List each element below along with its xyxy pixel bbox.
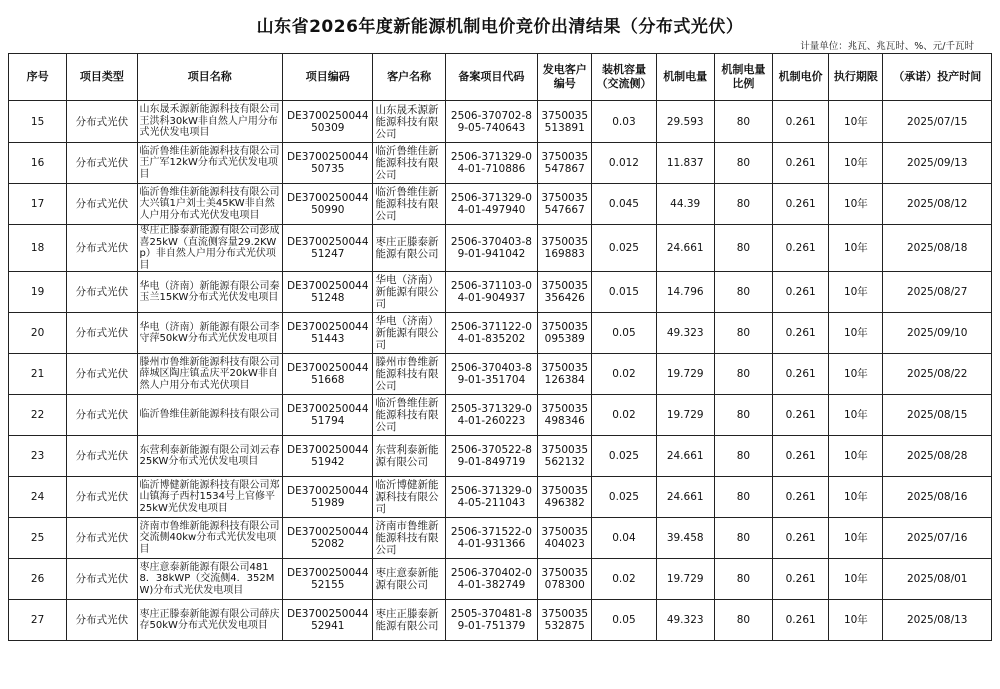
cell-ratio: 80 bbox=[714, 354, 772, 395]
cell-no: 24 bbox=[9, 477, 67, 518]
cell-customer-no: 3750035356426 bbox=[538, 272, 592, 313]
cell-ratio: 80 bbox=[714, 225, 772, 272]
cell-mech-energy: 11.837 bbox=[656, 143, 714, 184]
header-name: 项目名称 bbox=[137, 54, 283, 101]
cell-price: 0.261 bbox=[773, 395, 829, 436]
cell-project-name: 枣庄意泰新能源有限公司4818．38kWP（交流侧4．352MW)分布式光伏发电项目 bbox=[137, 559, 283, 600]
cell-record-code: 2505-371329-04-01-260223 bbox=[445, 395, 537, 436]
cell-no: 23 bbox=[9, 436, 67, 477]
cell-customer-no: 3750035078300 bbox=[538, 559, 592, 600]
cell-type: 分布式光伏 bbox=[67, 272, 137, 313]
cell-no: 22 bbox=[9, 395, 67, 436]
cell-capacity: 0.02 bbox=[592, 395, 656, 436]
cell-price: 0.261 bbox=[773, 518, 829, 559]
cell-date: 2025/08/18 bbox=[883, 225, 992, 272]
cell-record-code: 2506-371329-04-01-497940 bbox=[445, 184, 537, 225]
cell-record-code: 2505-370481-89-01-751379 bbox=[445, 600, 537, 641]
table-header-row bbox=[9, 54, 992, 101]
cell-price: 0.261 bbox=[773, 272, 829, 313]
cell-record-code: 2506-371103-04-01-904937 bbox=[445, 272, 537, 313]
cell-customer: 华电（济南）新能源有限公司 bbox=[373, 313, 445, 354]
cell-customer-no: 3750035095389 bbox=[538, 313, 592, 354]
cell-project-name: 滕州市鲁维新能源科技有限公司薛城区陶庄镇孟庆平20kW非自然人户用分布式光伏项目 bbox=[137, 354, 283, 395]
cell-type: 分布式光伏 bbox=[67, 313, 137, 354]
unit-note: 计量单位：兆瓦、兆瓦时、%、元/千瓦时 bbox=[800, 41, 974, 52]
cell-customer-no: 3750035532875 bbox=[538, 600, 592, 641]
cell-date: 2025/08/15 bbox=[883, 395, 992, 436]
cell-price: 0.261 bbox=[773, 436, 829, 477]
cell-no: 19 bbox=[9, 272, 67, 313]
cell-term: 10年 bbox=[829, 436, 883, 477]
cell-mech-energy: 19.729 bbox=[656, 559, 714, 600]
cell-no: 16 bbox=[9, 143, 67, 184]
cell-capacity: 0.03 bbox=[592, 101, 656, 143]
cell-project-name: 东营利泰新能源有限公司刘云春25KW分布式光伏发电项目 bbox=[137, 436, 283, 477]
cell-type: 分布式光伏 bbox=[67, 101, 137, 143]
cell-type: 分布式光伏 bbox=[67, 600, 137, 641]
table-row bbox=[9, 436, 992, 477]
table-row bbox=[9, 272, 992, 313]
cell-customer-no: 3750035562132 bbox=[538, 436, 592, 477]
header-customer-no: 发电客户编号 bbox=[538, 54, 592, 101]
cell-type: 分布式光伏 bbox=[67, 436, 137, 477]
cell-price: 0.261 bbox=[773, 477, 829, 518]
cell-mech-energy: 49.323 bbox=[656, 313, 714, 354]
cell-customer: 东营利泰新能源有限公司 bbox=[373, 436, 445, 477]
cell-customer-no: 3750035547867 bbox=[538, 143, 592, 184]
cell-customer-no: 3750035126384 bbox=[538, 354, 592, 395]
cell-price: 0.261 bbox=[773, 600, 829, 641]
header-ratio: 机制电量比例 bbox=[714, 54, 772, 101]
cell-mech-energy: 24.661 bbox=[656, 477, 714, 518]
cell-ratio: 80 bbox=[714, 559, 772, 600]
cell-ratio: 80 bbox=[714, 477, 772, 518]
cell-record-code: 2506-370403-89-01-351704 bbox=[445, 354, 537, 395]
cell-ratio: 80 bbox=[714, 184, 772, 225]
cell-date: 2025/09/13 bbox=[883, 143, 992, 184]
cell-project-code: DE370025004451443 bbox=[283, 313, 373, 354]
cell-project-code: DE370025004452082 bbox=[283, 518, 373, 559]
cell-term: 10年 bbox=[829, 518, 883, 559]
cell-customer: 枣庄正滕泰新能源有限公司 bbox=[373, 225, 445, 272]
cell-project-code: DE370025004452155 bbox=[283, 559, 373, 600]
cell-date: 2025/08/16 bbox=[883, 477, 992, 518]
cell-date: 2025/07/16 bbox=[883, 518, 992, 559]
cell-type: 分布式光伏 bbox=[67, 518, 137, 559]
cell-type: 分布式光伏 bbox=[67, 184, 137, 225]
cell-date: 2025/08/01 bbox=[883, 559, 992, 600]
cell-capacity: 0.012 bbox=[592, 143, 656, 184]
cell-no: 26 bbox=[9, 559, 67, 600]
cell-price: 0.261 bbox=[773, 143, 829, 184]
cell-price: 0.261 bbox=[773, 184, 829, 225]
cell-term: 10年 bbox=[829, 600, 883, 641]
cell-capacity: 0.05 bbox=[592, 313, 656, 354]
cell-term: 10年 bbox=[829, 225, 883, 272]
cell-type: 分布式光伏 bbox=[67, 395, 137, 436]
header-date: （承诺）投产时间 bbox=[883, 54, 992, 101]
cell-price: 0.261 bbox=[773, 354, 829, 395]
cell-customer-no: 3750035513891 bbox=[538, 101, 592, 143]
cell-project-name: 山东晟禾源新能源科技有限公司王洪科30kW非自然人户用分布式光伏发电项目 bbox=[137, 101, 283, 143]
table-row bbox=[9, 354, 992, 395]
cell-project-code: DE370025004451668 bbox=[283, 354, 373, 395]
cell-price: 0.261 bbox=[773, 313, 829, 354]
cell-term: 10年 bbox=[829, 559, 883, 600]
cell-capacity: 0.02 bbox=[592, 354, 656, 395]
header-price: 机制电价 bbox=[773, 54, 829, 101]
cell-project-name: 华电（济南）新能源有限公司秦玉兰15KW分布式光伏发电项目 bbox=[137, 272, 283, 313]
cell-term: 10年 bbox=[829, 313, 883, 354]
cell-date: 2025/08/13 bbox=[883, 600, 992, 641]
cell-project-code: DE370025004451794 bbox=[283, 395, 373, 436]
cell-no: 25 bbox=[9, 518, 67, 559]
cell-project-code: DE370025004451248 bbox=[283, 272, 373, 313]
table-row bbox=[9, 518, 992, 559]
document-title: 山东省2026年度新能源机制电价竞价出清结果（分布式光伏） bbox=[256, 17, 744, 37]
cell-price: 0.261 bbox=[773, 559, 829, 600]
cell-record-code: 2506-371122-04-01-835202 bbox=[445, 313, 537, 354]
cell-type: 分布式光伏 bbox=[67, 225, 137, 272]
cell-term: 10年 bbox=[829, 354, 883, 395]
cell-customer: 枣庄正滕泰新能源有限公司 bbox=[373, 600, 445, 641]
cell-date: 2025/08/28 bbox=[883, 436, 992, 477]
cell-ratio: 80 bbox=[714, 436, 772, 477]
cell-no: 18 bbox=[9, 225, 67, 272]
cell-customer: 济南市鲁维新能源科技有限公司 bbox=[373, 518, 445, 559]
cell-project-code: DE370025004451247 bbox=[283, 225, 373, 272]
cell-no: 27 bbox=[9, 600, 67, 641]
cell-no: 21 bbox=[9, 354, 67, 395]
cell-term: 10年 bbox=[829, 143, 883, 184]
cell-project-code: DE370025004452941 bbox=[283, 600, 373, 641]
table-row bbox=[9, 143, 992, 184]
cell-project-code: DE370025004450735 bbox=[283, 143, 373, 184]
table-row bbox=[9, 225, 992, 272]
cell-date: 2025/08/12 bbox=[883, 184, 992, 225]
cell-date: 2025/08/27 bbox=[883, 272, 992, 313]
cell-project-code: DE370025004450309 bbox=[283, 101, 373, 143]
cell-term: 10年 bbox=[829, 272, 883, 313]
table-row bbox=[9, 600, 992, 641]
table-row bbox=[9, 101, 992, 143]
cell-term: 10年 bbox=[829, 395, 883, 436]
cell-mech-energy: 24.661 bbox=[656, 225, 714, 272]
cell-ratio: 80 bbox=[714, 101, 772, 143]
cell-customer-no: 3750035547667 bbox=[538, 184, 592, 225]
cell-capacity: 0.025 bbox=[592, 477, 656, 518]
cell-project-name: 枣庄正滕泰新能源有限公司薛庆存50kW分布式光伏发电项目 bbox=[137, 600, 283, 641]
cell-ratio: 80 bbox=[714, 600, 772, 641]
cell-project-name: 临沂鲁维佳新能源科技有限公司大兴镇1户刘士美45KW非自然人户用分布式光伏发电项目 bbox=[137, 184, 283, 225]
cell-customer: 临沂鲁维佳新能源科技有限公司 bbox=[373, 395, 445, 436]
cell-capacity: 0.025 bbox=[592, 225, 656, 272]
cell-mech-energy: 19.729 bbox=[656, 395, 714, 436]
cell-ratio: 80 bbox=[714, 272, 772, 313]
cell-customer: 枣庄意泰新能源有限公司 bbox=[373, 559, 445, 600]
table-row bbox=[9, 559, 992, 600]
cell-term: 10年 bbox=[829, 477, 883, 518]
cell-project-name: 济南市鲁维新能源科技有限公司交流侧40kw分布式光伏发电项目 bbox=[137, 518, 283, 559]
cell-record-code: 2506-371522-04-01-931366 bbox=[445, 518, 537, 559]
cell-ratio: 80 bbox=[714, 143, 772, 184]
cell-type: 分布式光伏 bbox=[67, 477, 137, 518]
cell-project-name: 华电（济南）新能源有限公司李守萍50kW分布式光伏发电项目 bbox=[137, 313, 283, 354]
cell-record-code: 2506-370403-89-01-941042 bbox=[445, 225, 537, 272]
cell-customer: 临沂博健新能源科技有限公司 bbox=[373, 477, 445, 518]
header-capacity: 装机容量（交流侧） bbox=[592, 54, 656, 101]
cell-customer: 滕州市鲁维新能源科技有限公司 bbox=[373, 354, 445, 395]
table-row bbox=[9, 395, 992, 436]
cell-capacity: 0.02 bbox=[592, 559, 656, 600]
header-type: 项目类型 bbox=[67, 54, 137, 101]
results-table bbox=[8, 53, 992, 641]
cell-record-code: 2506-371329-04-01-710886 bbox=[445, 143, 537, 184]
cell-record-code: 2506-370402-04-01-382749 bbox=[445, 559, 537, 600]
cell-type: 分布式光伏 bbox=[67, 143, 137, 184]
cell-project-name: 临沂博健新能源科技有限公司郑山镇海子西村1534号上官修平25kW光伏发电项目 bbox=[137, 477, 283, 518]
cell-project-name: 临沂鲁维佳新能源科技有限公司王广军12kW分布式光伏发电项目 bbox=[137, 143, 283, 184]
cell-record-code: 2506-370702-89-05-740643 bbox=[445, 101, 537, 143]
cell-mech-energy: 44.39 bbox=[656, 184, 714, 225]
cell-term: 10年 bbox=[829, 101, 883, 143]
cell-mech-energy: 24.661 bbox=[656, 436, 714, 477]
cell-project-code: DE370025004450990 bbox=[283, 184, 373, 225]
cell-record-code: 2506-371329-04-05-211043 bbox=[445, 477, 537, 518]
cell-customer: 临沂鲁维佳新能源科技有限公司 bbox=[373, 143, 445, 184]
cell-price: 0.261 bbox=[773, 225, 829, 272]
cell-capacity: 0.015 bbox=[592, 272, 656, 313]
cell-capacity: 0.045 bbox=[592, 184, 656, 225]
cell-project-code: DE370025004451989 bbox=[283, 477, 373, 518]
cell-ratio: 80 bbox=[714, 313, 772, 354]
table-row bbox=[9, 184, 992, 225]
cell-no: 20 bbox=[9, 313, 67, 354]
cell-customer-no: 3750035404023 bbox=[538, 518, 592, 559]
cell-customer-no: 3750035496382 bbox=[538, 477, 592, 518]
cell-capacity: 0.05 bbox=[592, 600, 656, 641]
header-term: 执行期限 bbox=[829, 54, 883, 101]
cell-ratio: 80 bbox=[714, 395, 772, 436]
header-no: 序号 bbox=[9, 54, 67, 101]
header-record-code: 备案项目代码 bbox=[445, 54, 537, 101]
cell-mech-energy: 19.729 bbox=[656, 354, 714, 395]
header-code: 项目编码 bbox=[283, 54, 373, 101]
header-mech-energy: 机制电量 bbox=[656, 54, 714, 101]
cell-mech-energy: 39.458 bbox=[656, 518, 714, 559]
cell-mech-energy: 29.593 bbox=[656, 101, 714, 143]
cell-mech-energy: 14.796 bbox=[656, 272, 714, 313]
header-customer: 客户名称 bbox=[373, 54, 445, 101]
cell-term: 10年 bbox=[829, 184, 883, 225]
table-row bbox=[9, 477, 992, 518]
cell-project-name: 临沂鲁维佳新能源科技有限公司 bbox=[137, 395, 283, 436]
cell-customer-no: 3750035498346 bbox=[538, 395, 592, 436]
cell-project-code: DE370025004451942 bbox=[283, 436, 373, 477]
cell-no: 17 bbox=[9, 184, 67, 225]
cell-customer: 山东晟禾源新能源科技有限公司 bbox=[373, 101, 445, 143]
cell-record-code: 2506-370522-89-01-849719 bbox=[445, 436, 537, 477]
cell-date: 2025/07/15 bbox=[883, 101, 992, 143]
cell-ratio: 80 bbox=[714, 518, 772, 559]
cell-customer: 临沂鲁维佳新能源科技有限公司 bbox=[373, 184, 445, 225]
cell-price: 0.261 bbox=[773, 101, 829, 143]
cell-mech-energy: 49.323 bbox=[656, 600, 714, 641]
cell-type: 分布式光伏 bbox=[67, 354, 137, 395]
cell-customer-no: 3750035169883 bbox=[538, 225, 592, 272]
cell-customer: 华电（济南）新能源有限公司 bbox=[373, 272, 445, 313]
table-body bbox=[9, 101, 992, 641]
table-row bbox=[9, 313, 992, 354]
cell-date: 2025/09/10 bbox=[883, 313, 992, 354]
cell-type: 分布式光伏 bbox=[67, 559, 137, 600]
cell-no: 15 bbox=[9, 101, 67, 143]
cell-capacity: 0.04 bbox=[592, 518, 656, 559]
cell-capacity: 0.025 bbox=[592, 436, 656, 477]
cell-project-name: 枣庄正滕泰新能源有限公司彭成喜25kW（直流侧容量29.2KWp）非自然人户用分布式光伏项目 bbox=[137, 225, 283, 272]
cell-date: 2025/08/22 bbox=[883, 354, 992, 395]
